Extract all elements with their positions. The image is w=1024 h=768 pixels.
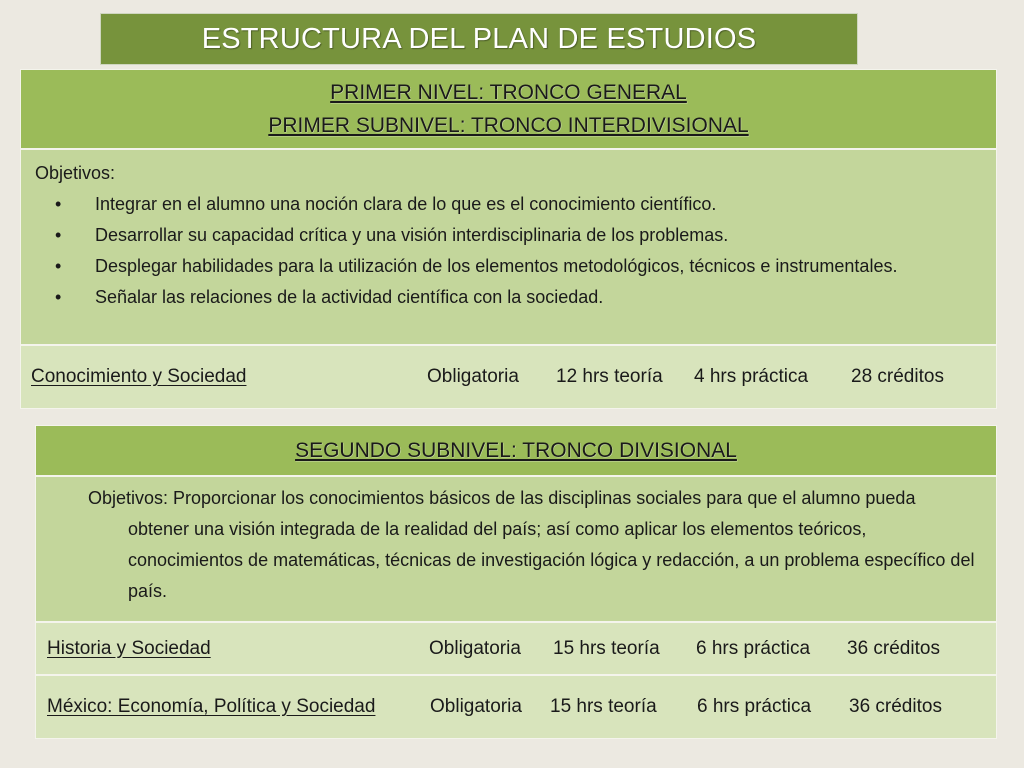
header-line-1: PRIMER NIVEL: TRONCO GENERAL xyxy=(330,81,687,104)
course-credits: 36 créditos xyxy=(849,696,942,717)
course-credits: 28 créditos xyxy=(851,366,944,387)
bullet-icon: • xyxy=(55,225,62,245)
section-header xyxy=(21,70,996,150)
course-credits: 36 créditos xyxy=(847,637,940,659)
bullet-icon: • xyxy=(55,287,62,307)
course-theory-hours: 15 hrs teoría xyxy=(550,696,657,717)
header-line-2: PRIMER SUBNIVEL: TRONCO INTERDIVISIONAL xyxy=(268,114,749,137)
course-name: Conocimiento y Sociedad xyxy=(31,366,247,387)
list-item: • Señalar las relaciones de la actividad científica con la sociedad. xyxy=(35,282,982,313)
course-type: Obligatoria xyxy=(427,366,519,387)
course-row xyxy=(36,623,996,676)
course-name: Historia y Sociedad xyxy=(47,637,211,659)
header-line: SEGUNDO SUBNIVEL: TRONCO DIVISIONAL xyxy=(295,439,737,462)
section-tronco-divisional xyxy=(35,425,997,739)
section-tronco-interdivisional xyxy=(20,69,997,409)
bullet-icon: • xyxy=(55,256,62,276)
course-practice-hours: 6 hrs práctica xyxy=(697,696,812,717)
list-item: • Desarrollar su capacidad crítica y una visión interdisciplinaria de los problemas. xyxy=(35,220,982,251)
course-theory-hours: 12 hrs teoría xyxy=(556,366,663,387)
objectives-label: Objetivos: xyxy=(35,163,116,183)
course-name: México: Economía, Política y Sociedad xyxy=(47,696,376,717)
course-theory-hours: 15 hrs teoría xyxy=(553,637,660,659)
course-practice-hours: 6 hrs práctica xyxy=(696,637,811,659)
list-item: • Integrar en el alumno una noción clara de lo que es el conocimiento científico. xyxy=(35,189,982,220)
page-title: ESTRUCTURA DEL PLAN DE ESTUDIOS xyxy=(100,13,858,65)
bullet-icon: • xyxy=(55,194,62,214)
list-item: • Desplegar habilidades para la utilización de los elementos metodológicos, técnicos e instrumentales. xyxy=(35,251,982,282)
objectives-list xyxy=(35,189,982,313)
course-type: Obligatoria xyxy=(429,637,521,659)
course-practice-hours: 4 hrs práctica xyxy=(694,366,809,387)
course-row xyxy=(21,346,996,408)
section-header xyxy=(36,426,996,477)
objectives-text: Objetivos: Proporcionar los conocimientos básicos de las disciplinas sociales para que el alumno pueda obtener una visión integrada de la realidad del país; así como aplicar los elementos teóricos, conocimientos de matemáticas, técnicas de investigación lógica y redacción, a un problema específico del país. xyxy=(88,488,975,601)
course-type: Obligatoria xyxy=(430,696,522,717)
course-row xyxy=(36,676,996,738)
objectives-panel xyxy=(36,477,996,623)
objectives-panel xyxy=(21,150,996,346)
